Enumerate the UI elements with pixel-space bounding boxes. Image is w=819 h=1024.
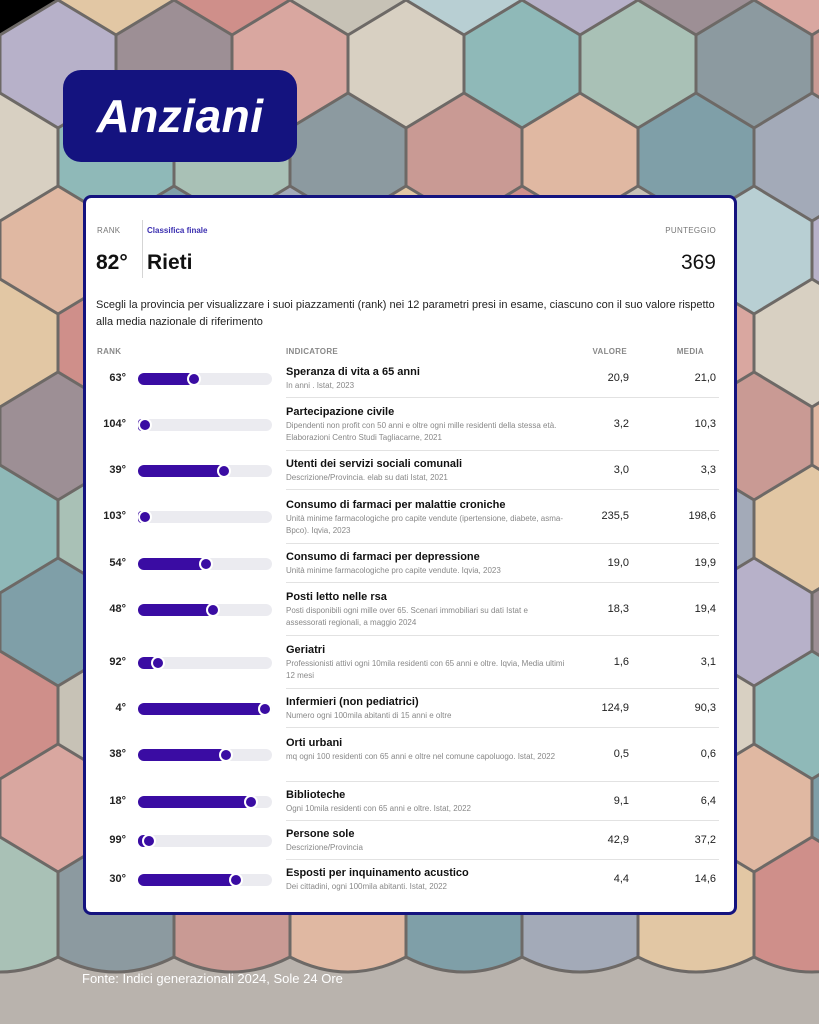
indicator-media: 90,3 — [694, 701, 716, 714]
indicator-rank: 38° — [109, 748, 126, 760]
indicator-row — [86, 782, 736, 821]
indicator-name: Orti urbani — [286, 736, 343, 749]
col-header-media: MEDIA — [676, 347, 704, 356]
rank-bar — [138, 419, 272, 431]
indicator-value: 235,5 — [601, 510, 629, 522]
indicator-name: Geriatri — [286, 644, 326, 656]
indicator-description: Numero ogni 100mila abitanti di 15 anni e oltre — [286, 711, 452, 720]
indicator-description: Unità minime farmacologiche pro capite vendute (ipertensione, diabete, asma-Bpco). Iqvia, 2023 — [286, 513, 564, 535]
indicator-media: 37,2 — [694, 833, 716, 846]
header-rank-value: 82° — [96, 251, 128, 274]
rank-bar-knob — [217, 464, 231, 478]
indicator-description: In anni . Istat, 2023 — [286, 381, 355, 390]
indicator-media: 3,1 — [700, 655, 716, 668]
indicator-description: Posti disponibili ogni mille over 65. Scenari immobiliari su dati Istat e assessorati regionali, a maggio 2024 — [286, 606, 528, 627]
rank-bar — [138, 604, 272, 616]
indicator-media: 21,0 — [694, 371, 716, 384]
indicator-name: Consumo di farmaci per depressione — [286, 551, 480, 563]
rank-bar — [138, 874, 272, 886]
indicator-row — [86, 636, 736, 689]
indicator-rank: 92° — [109, 655, 126, 668]
indicator-rank: 63° — [109, 371, 126, 384]
rank-bar-knob — [142, 834, 156, 848]
indicator-name: Esposti per inquinamento acustico — [286, 867, 469, 879]
header-classifica-label: Classifica finale — [147, 226, 208, 235]
header-score-value: 369 — [680, 251, 716, 274]
indicator-row — [86, 544, 736, 583]
col-header-valore: VALORE — [592, 347, 627, 356]
rank-bar-fill — [138, 604, 213, 616]
rank-bar — [138, 796, 272, 808]
ranking-card — [83, 195, 737, 915]
indicator-value: 9,1 — [613, 794, 629, 807]
indicator-name: Persone sole — [286, 828, 355, 840]
indicator-name: Utenti dei servizi sociali comunali — [286, 458, 463, 470]
header-rank-label: RANK — [97, 226, 121, 235]
indicator-row — [86, 490, 736, 544]
indicator-rank: 30° — [109, 872, 126, 885]
indicator-rank: 103° — [103, 510, 126, 522]
indicator-value: 20,9 — [607, 371, 629, 384]
header-punteggio-label: PUNTEGGIO — [665, 226, 716, 235]
indicator-media: 3,3 — [700, 463, 716, 476]
indicator-rank: 54° — [109, 556, 126, 569]
rank-bar-knob — [229, 873, 243, 887]
intro-text: Scegli la provincia per visualizzare i suoi piazzamenti (rank) nei 12 parametri presi in esame, ciascuno con il suo valore rispetto alla media nazionale di riferimento — [96, 299, 715, 328]
rank-bar — [138, 511, 272, 523]
rank-bar-knob — [151, 656, 165, 670]
rank-bar — [138, 835, 272, 847]
indicator-media: 19,4 — [694, 602, 716, 615]
indicator-row — [86, 359, 736, 398]
col-header-indicatore: INDICATORE — [286, 347, 339, 356]
indicator-name: Consumo di farmaci per malattie croniche — [286, 498, 506, 511]
indicator-value: 3,2 — [613, 417, 629, 430]
indicator-name: Posti letto nelle rsa — [286, 591, 387, 603]
rank-bar-knob — [199, 557, 213, 571]
rank-bar-fill — [138, 874, 236, 886]
rank-bar-knob — [206, 603, 220, 617]
rank-bar-fill — [138, 373, 194, 385]
indicator-description: Professionisti attivi ogni 10mila residenti con 65 anni e oltre. Iqvia, Media ultimi 12 mesi — [286, 659, 565, 680]
rank-bar — [138, 703, 272, 715]
indicator-value: 1,6 — [613, 655, 629, 668]
indicator-media: 6,4 — [700, 794, 716, 807]
indicator-rank: 104° — [103, 417, 126, 430]
rank-bar-fill — [138, 558, 206, 570]
rank-bar — [138, 465, 272, 477]
rank-bar-knob — [219, 748, 233, 762]
rank-bar — [138, 749, 272, 761]
indicator-media: 14,6 — [694, 872, 716, 885]
rank-bar-knob — [187, 372, 201, 386]
indicator-media: 19,9 — [694, 556, 716, 569]
rank-bar-fill — [138, 796, 251, 808]
indicator-name: Speranza di vita a 65 anni — [286, 366, 420, 378]
indicator-row — [86, 689, 736, 728]
indicator-value: 3,0 — [613, 463, 629, 476]
rank-bar-fill — [138, 749, 226, 761]
indicator-row — [86, 583, 736, 636]
rank-bar-knob — [138, 510, 152, 524]
indicator-value: 0,5 — [613, 748, 629, 760]
indicator-row — [86, 821, 736, 860]
indicator-rank: 4° — [115, 701, 126, 714]
indicator-description: Dipendenti non profit con 50 anni e oltre ogni mille residenti della stessa età. Elaborazioni Centro Studi Tagliacarne, 2021 — [286, 421, 557, 442]
indicator-row — [86, 398, 736, 451]
indicator-media: 10,3 — [694, 417, 716, 430]
indicator-description: Dei cittadini, ogni 100mila abitanti. Istat, 2022 — [286, 882, 447, 891]
indicator-media: 0,6 — [700, 748, 716, 760]
indicator-rank: 99° — [109, 833, 126, 846]
rank-bar — [138, 373, 272, 385]
indicator-value: 18,3 — [607, 602, 629, 615]
indicator-rank: 48° — [109, 602, 126, 615]
indicator-rank: 18° — [109, 794, 126, 807]
indicator-row — [86, 451, 736, 490]
header-divider — [142, 220, 143, 278]
rank-bar — [138, 558, 272, 570]
rank-bar — [138, 657, 272, 669]
indicator-name: Infermieri (non pediatrici) — [286, 696, 419, 708]
indicator-value: 19,0 — [607, 556, 629, 569]
title-badge — [63, 70, 297, 162]
rank-bar-knob — [244, 795, 258, 809]
indicator-value: 42,9 — [607, 833, 629, 846]
page-title: Anziani — [96, 90, 264, 142]
source-note: Fonte: Indici generazionali 2024, Sole 24 Ore — [82, 971, 343, 986]
rank-bar-knob — [258, 702, 272, 716]
col-header-rank: RANK — [97, 347, 122, 356]
indicator-description: Unità minime farmacologiche pro capite vendute. Iqvia, 2023 — [286, 566, 501, 575]
indicator-description: Ogni 10mila residenti con 65 anni e oltre. Istat, 2022 — [286, 804, 471, 813]
rank-bar-fill — [138, 465, 224, 477]
indicator-description: Descrizione/Provincia. elab su dati Istat, 2021 — [286, 473, 448, 482]
indicator-value: 124,9 — [601, 701, 629, 714]
indicator-media: 198,6 — [688, 510, 716, 522]
indicator-name: Biblioteche — [286, 789, 346, 801]
indicator-row — [86, 860, 736, 899]
rank-bar-fill — [138, 703, 265, 715]
indicator-row — [86, 728, 736, 782]
indicator-description: mq ogni 100 residenti con 65 anni e oltre nel comune capoluogo. Istat, 2022 — [286, 751, 556, 761]
indicator-value: 4,4 — [613, 872, 629, 885]
indicator-name: Partecipazione civile — [286, 406, 395, 418]
indicator-description: Descrizione/Provincia — [286, 843, 363, 852]
rank-bar-knob — [138, 418, 152, 432]
province-selector[interactable]: Rieti — [147, 251, 193, 274]
indicator-rank: 39° — [109, 463, 126, 476]
